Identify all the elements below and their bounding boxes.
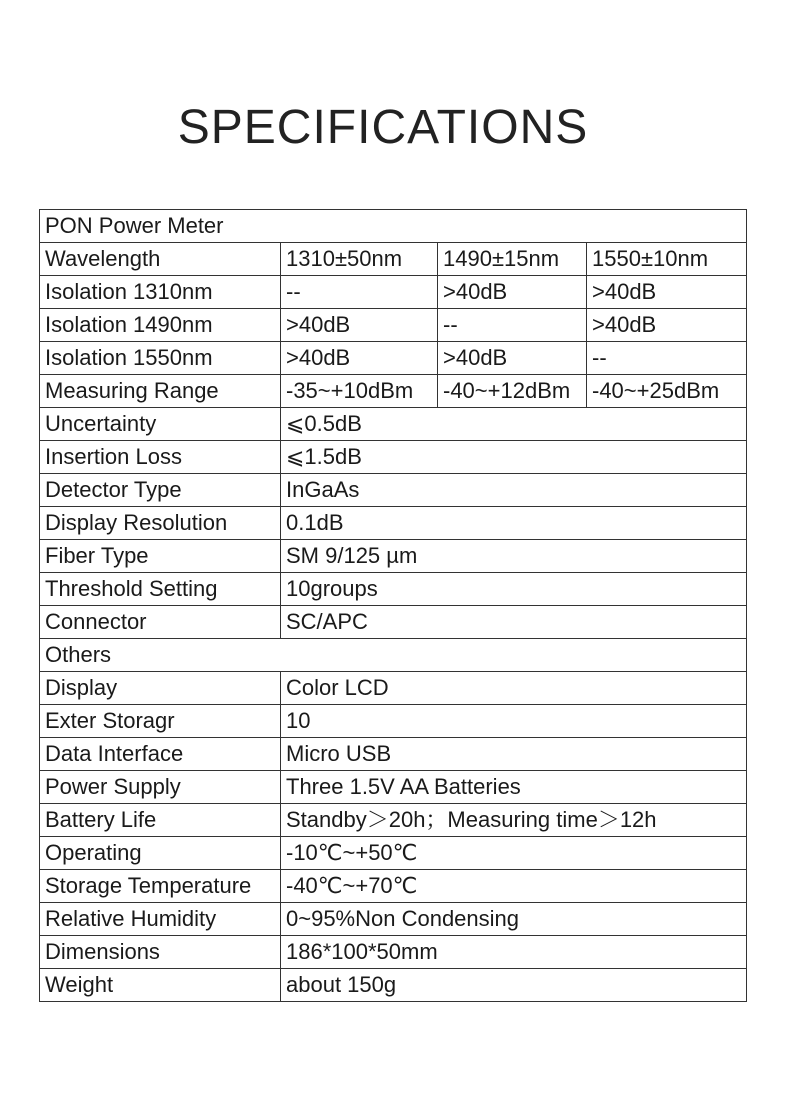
table-row: [40, 309, 747, 342]
spec-value: -35~+10dBm: [281, 375, 438, 408]
spec-label: Operating: [40, 837, 281, 870]
table-row: [40, 705, 747, 738]
spec-label: Insertion Loss: [40, 441, 281, 474]
table-row: [40, 606, 747, 639]
spec-label: Isolation 1490nm: [40, 309, 281, 342]
spec-label: Threshold Setting: [40, 573, 281, 606]
spec-label: Display: [40, 672, 281, 705]
table-row: [40, 771, 747, 804]
table-row: [40, 507, 747, 540]
spec-label: Exter Storagr: [40, 705, 281, 738]
spec-label: Data Interface: [40, 738, 281, 771]
spec-value: -40~+25dBm: [587, 375, 747, 408]
spec-label: Display Resolution: [40, 507, 281, 540]
page-title: SPECIFICATIONS: [177, 101, 589, 154]
spec-label: Isolation 1550nm: [40, 342, 281, 375]
table-row: [40, 243, 747, 276]
spec-value: >40dB: [281, 342, 438, 375]
table-row: [40, 969, 747, 1002]
spec-label: Measuring Range: [40, 375, 281, 408]
spec-value: about 150g: [281, 969, 747, 1002]
table-row: [40, 441, 747, 474]
section-header-row: [40, 639, 747, 672]
spec-value: 10: [281, 705, 747, 738]
table-row: [40, 672, 747, 705]
spec-value: ⩽0.5dB: [281, 408, 747, 441]
spec-value: ⩽1.5dB: [281, 441, 747, 474]
spec-value: SC/APC: [281, 606, 747, 639]
spec-value: --: [587, 342, 747, 375]
spec-value: -40~+12dBm: [438, 375, 587, 408]
table-row: [40, 870, 747, 903]
spec-value: >40dB: [587, 276, 747, 309]
section-header-others: Others: [40, 639, 747, 672]
table-row: [40, 276, 747, 309]
spec-label: Relative Humidity: [40, 903, 281, 936]
spec-label: Battery Life: [40, 804, 281, 837]
spec-value: 1310±50nm: [281, 243, 438, 276]
spec-value: 0.1dB: [281, 507, 747, 540]
spec-value: 10groups: [281, 573, 747, 606]
spec-label: Fiber Type: [40, 540, 281, 573]
table-row: [40, 408, 747, 441]
spec-value: --: [438, 309, 587, 342]
specifications-table: [39, 209, 747, 1002]
spec-value: 186*100*50mm: [281, 936, 747, 969]
table-row: [40, 474, 747, 507]
spec-label: Connector: [40, 606, 281, 639]
table-row: [40, 738, 747, 771]
spec-label: Isolation 1310nm: [40, 276, 281, 309]
table-row: [40, 837, 747, 870]
spec-value: 0~95%Non Condensing: [281, 903, 747, 936]
table-row: [40, 804, 747, 837]
spec-value: Standby＞20h；Measuring time＞12h: [281, 804, 747, 837]
spec-value: InGaAs: [281, 474, 747, 507]
spec-value: >40dB: [587, 309, 747, 342]
spec-label: Power Supply: [40, 771, 281, 804]
spec-value: Color LCD: [281, 672, 747, 705]
spec-label: Wavelength: [40, 243, 281, 276]
table-row: [40, 342, 747, 375]
spec-label: Detector Type: [40, 474, 281, 507]
spec-value: 1490±15nm: [438, 243, 587, 276]
section-header-pon: PON Power Meter: [40, 210, 747, 243]
spec-value: -40℃~+70℃: [281, 870, 747, 903]
spec-value: Micro USB: [281, 738, 747, 771]
table-row: [40, 903, 747, 936]
table-row: [40, 573, 747, 606]
spec-label: Dimensions: [40, 936, 281, 969]
spec-value: >40dB: [281, 309, 438, 342]
spec-value: >40dB: [438, 342, 587, 375]
spec-value: -10℃~+50℃: [281, 837, 747, 870]
table-row: [40, 936, 747, 969]
section-header-row: [40, 210, 747, 243]
spec-value: Three 1.5V AA Batteries: [281, 771, 747, 804]
spec-value: --: [281, 276, 438, 309]
spec-value: 1550±10nm: [587, 243, 747, 276]
spec-label: Storage Temperature: [40, 870, 281, 903]
table-row: [40, 375, 747, 408]
table-row: [40, 540, 747, 573]
spec-label: Uncertainty: [40, 408, 281, 441]
spec-label: Weight: [40, 969, 281, 1002]
spec-value: >40dB: [438, 276, 587, 309]
spec-value: SM 9/125 µm: [281, 540, 747, 573]
